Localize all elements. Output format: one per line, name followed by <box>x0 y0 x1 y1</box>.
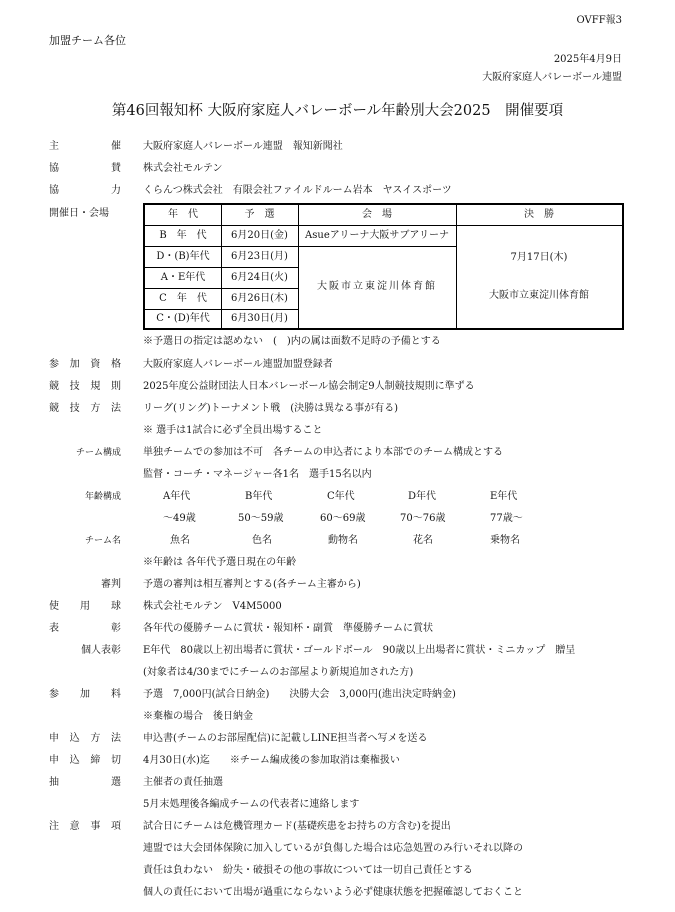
row-date: 6月20日(金) <box>231 229 288 241</box>
header-age: 年 代 <box>168 209 198 220</box>
lottery-value: 主催者の責任抽選 <box>143 777 223 788</box>
grid-line <box>145 225 622 226</box>
schedule-note: ※予選日の指定は認めない ( )内の属は面数不足時の予備とする <box>143 336 441 347</box>
page-title: 第46回報知杯 大阪府家庭人バレーボール年齢別大会2025 開催要項 <box>111 103 564 119</box>
rules-value: 2025年度公益財団法人日本バレーボール協会制定9人制競技規則に準ずる <box>143 381 475 392</box>
cooperation-value: くらんつ株式会社 有限会社ファイルドルーム岩本 ヤスイスポーツ <box>143 185 452 196</box>
team-label: チーム構成 <box>75 448 121 458</box>
eligibility-label: 参加資格 <box>49 359 121 370</box>
fee-label: 参加料 <box>49 689 121 700</box>
age-group-range: ～49歳 <box>163 513 196 524</box>
header-venue: 会 場 <box>362 209 392 220</box>
row-date: 6月30日(月) <box>231 312 288 324</box>
issuing-organization: 大阪府家庭人バレーボール連盟 <box>482 72 622 83</box>
team-name-theme: 魚名 <box>170 535 190 546</box>
awards-label: 表彰 <box>49 623 121 634</box>
schedule-table <box>143 203 624 330</box>
age-group-range: 50～59歳 <box>238 513 284 524</box>
individual-awards-value: E年代 80歳以上初出場者に賞状・ゴールドボール 90歳以上出場者に賞状・ミニカップ 贈呈 <box>143 645 576 656</box>
team-name-theme: 動物名 <box>328 535 358 546</box>
notes-line: 連盟では大会団体保険に加入しているが負傷した場合は応急処置のみ行いそれ以降の <box>143 843 523 854</box>
age-note: ※年齢は 各年代予選日現在の年齢 <box>143 557 297 568</box>
row-age: B 年 代 <box>159 229 207 241</box>
lottery-label: 抽選 <box>49 777 121 788</box>
notes-label: 注意事項 <box>49 821 121 832</box>
rules-label: 競技規則 <box>49 381 121 392</box>
row-age: C 年 代 <box>159 292 207 304</box>
sponsor-value: 株式会社モルテン <box>143 163 223 174</box>
team-name-theme: 乗物名 <box>490 535 520 546</box>
grid-line <box>221 205 222 328</box>
referee-label: 審判 <box>101 579 121 590</box>
apply-method-value: 申込書(チームのお部屋配信)に記載しLINE担当者へ写メを送る <box>143 733 428 744</box>
deadline-label: 申込締切 <box>49 755 121 766</box>
team-name-theme: 色名 <box>252 535 272 546</box>
venue-label: 開催日・会場 <box>49 208 109 219</box>
venue-1: Asueアリーナ大阪サブアリーナ <box>305 229 449 241</box>
header-qualifier: 予 選 <box>244 209 275 220</box>
host-label: 主催 <box>49 141 121 152</box>
team-names-label: チーム名 <box>84 536 121 546</box>
age-group-name: C年代 <box>327 491 355 502</box>
individual-awards-note: (対象者は4/30までにチームのお部屋より新規追加された方) <box>143 667 414 678</box>
notes-line: 責任は負わない 紛失・破損その他の事故については一切自己責任とする <box>143 865 473 876</box>
row-date: 6月26日(木) <box>231 292 288 304</box>
header-final: 決 勝 <box>524 209 554 220</box>
sponsor-label: 協賛 <box>49 163 121 174</box>
row-age: D・(B)年代 <box>156 250 210 262</box>
notes-line: 試合日にチームは危機管理カード(基礎疾患をお持ちの方含む)を提出 <box>143 821 451 832</box>
team-value-2: 監督・コーチ・マネージャー各1名 選手15名以内 <box>143 469 372 480</box>
age-group-range: 60～69歳 <box>320 513 366 524</box>
age-group-name: D年代 <box>408 491 437 502</box>
grid-line <box>145 246 456 247</box>
lottery-value-2: 5月末処理後各編成チームの代表者に連絡します <box>143 799 360 810</box>
team-name-themes <box>0 534 600 548</box>
notes-line: 個人の責任において出場が過重にならないよう必ず健康状態を把握確認しておくこと <box>143 887 523 898</box>
age-group-name: B年代 <box>245 491 273 502</box>
method-note: ※ 選手は1試合に必ず全員出場すること <box>143 425 323 436</box>
age-group-ranges <box>0 512 600 526</box>
document-id: OVFF報3 <box>576 15 622 26</box>
row-age: A・E年代 <box>160 271 206 283</box>
ball-value: 株式会社モルテン V4M5000 <box>143 601 282 612</box>
team-name-theme: 花名 <box>413 535 433 546</box>
cooperation-label: 協力 <box>49 185 121 196</box>
ball-label: 使用球 <box>49 601 121 612</box>
grid-line <box>456 205 457 328</box>
fee-note: ※棄権の場合 後日納金 <box>143 711 253 722</box>
method-label: 競技方法 <box>49 403 121 414</box>
fee-value: 予選 7,000円(試合日納金) 決勝大会 3,000円(進出決定時納金) <box>143 689 456 700</box>
addressee: 加盟チーム各位 <box>49 34 126 47</box>
row-date: 6月23日(月) <box>231 250 288 262</box>
issue-date: 2025年4月9日 <box>553 54 622 65</box>
venue-2: 大阪市立東淀川体育館 <box>317 281 437 292</box>
age-group-name: A年代 <box>163 491 191 502</box>
final-venue: 大阪市立東淀川体育館 <box>489 290 589 301</box>
age-group-names <box>0 490 600 504</box>
age-group-range: 77歳～ <box>490 513 523 524</box>
age-group-name: E年代 <box>490 491 518 502</box>
individual-awards-label: 個人表彰 <box>81 645 121 656</box>
team-value: 単独チームでの参加は不可 各チームの申込者により本部でのチーム構成とする <box>143 447 503 458</box>
row-date: 6月24日(火) <box>231 271 288 283</box>
referee-value: 予選の審判は相互審判とする(各チーム主審から) <box>143 579 361 590</box>
host-value: 大阪府家庭人バレーボール連盟 報知新聞社 <box>143 141 343 152</box>
method-value: リーグ(リング)トーナメント戦 (決勝は異なる事が有る) <box>143 403 399 414</box>
age-group-range: 70～76歳 <box>400 513 446 524</box>
age-groups-label: 年齢構成 <box>84 492 121 502</box>
final-date: 7月17日(木) <box>510 252 568 263</box>
eligibility-value: 大阪府家庭人バレーボール連盟加盟登録者 <box>143 359 333 370</box>
apply-method-label: 申込方法 <box>49 733 121 744</box>
awards-value: 各年代の優勝チームに賞状・報知杯・副賞 準優勝チームに賞状 <box>143 623 433 634</box>
row-age: C・(D)年代 <box>156 312 210 324</box>
deadline-value: 4月30日(水)迄 ※チーム編成後の参加取消は棄権扱い <box>143 755 400 766</box>
grid-line <box>298 205 299 328</box>
